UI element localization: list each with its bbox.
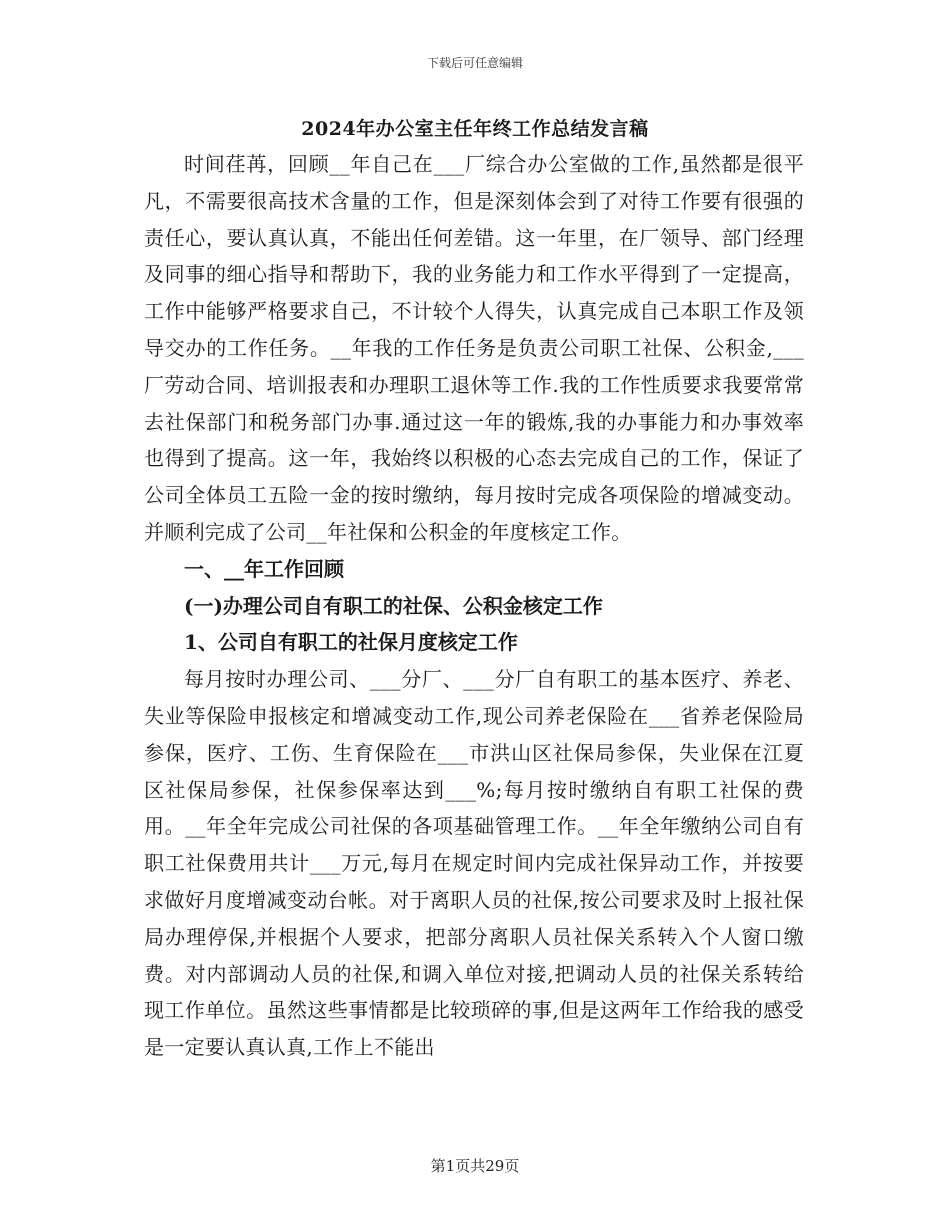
- page-number-footer: 第1页共29页: [430, 1157, 520, 1175]
- section-heading: 一、__年工作回顾: [184, 556, 344, 581]
- header-note: 下载后可任意编辑: [426, 56, 523, 70]
- item-heading: 1、公司自有职工的社保月度核定工作: [184, 630, 518, 655]
- paragraph-intro: 时间荏苒，回顾__年自己在___厂综合办公室做的工作,虽然都是很平凡，不需要很高技术含量的工作，但是深刻体会到了对待工作要有很强的责任心，要认真认真，不能出任何差错。这一年里，在厂领导、部门经理及同事的细心指导和帮助下，我的业务能力和工作水平得到了一定提高，工作中能够严格要求自己，不计较个人得失，认真完成自己本职工作及领导交办的工作任务。__年我的工作任务是负责公司职工社保、公积金,___厂劳动合同、培训报表和办理职工退休等工作.我的工作性质要求我要常常去社保部门和税务部门办事.通过这一年的锻炼,我的办事能力和办事效率也得到了提高。这一年，我始终以积极的心态去完成自己的工作，保证了公司全体员工五险一金的按时缴纳，每月按时完成各项保险的增减变动。并顺利完成了公司__年社保和公积金的年度核定工作。: [144, 152, 804, 544]
- paragraph-social-security: 每月按时办理公司、___分厂、___分厂自有职工的基本医疗、养老、失业等保险申报核定和增减变动工作,现公司养老保险在___省养老保险局参保，医疗、工伤、生育保险在___市洪山区社保局参保，失业保在江夏区社保局参保，社保参保率达到___%;每月按时缴纳自有职工社保的费用。__年全年完成公司社保的各项基础管理工作。__年全年缴纳公司自有职工社保费用共计___万元,每月在规定时间内完成社保异动工作，并按要求做好月度增减变动台帐。对于离职人员的社保,按公司要求及时上报社保局办理停保,并根据个人要求，把部分离职人员社保关系转入个人窗口缴费。对内部调动人员的社保,和调入单位对接,把调动人员的社保关系转给现工作单位。虽然这些事情都是比较琐碎的事,但是这两年工作给我的感受是一定要认真认真,工作上不能出: [144, 667, 804, 1060]
- subsection-heading: (一)办理公司自有职工的社保、公积金核定工作: [184, 593, 603, 618]
- document-body: [144, 146, 804, 1066]
- document-title: 2024年办公室主任年终工作总结发言稿: [301, 118, 649, 140]
